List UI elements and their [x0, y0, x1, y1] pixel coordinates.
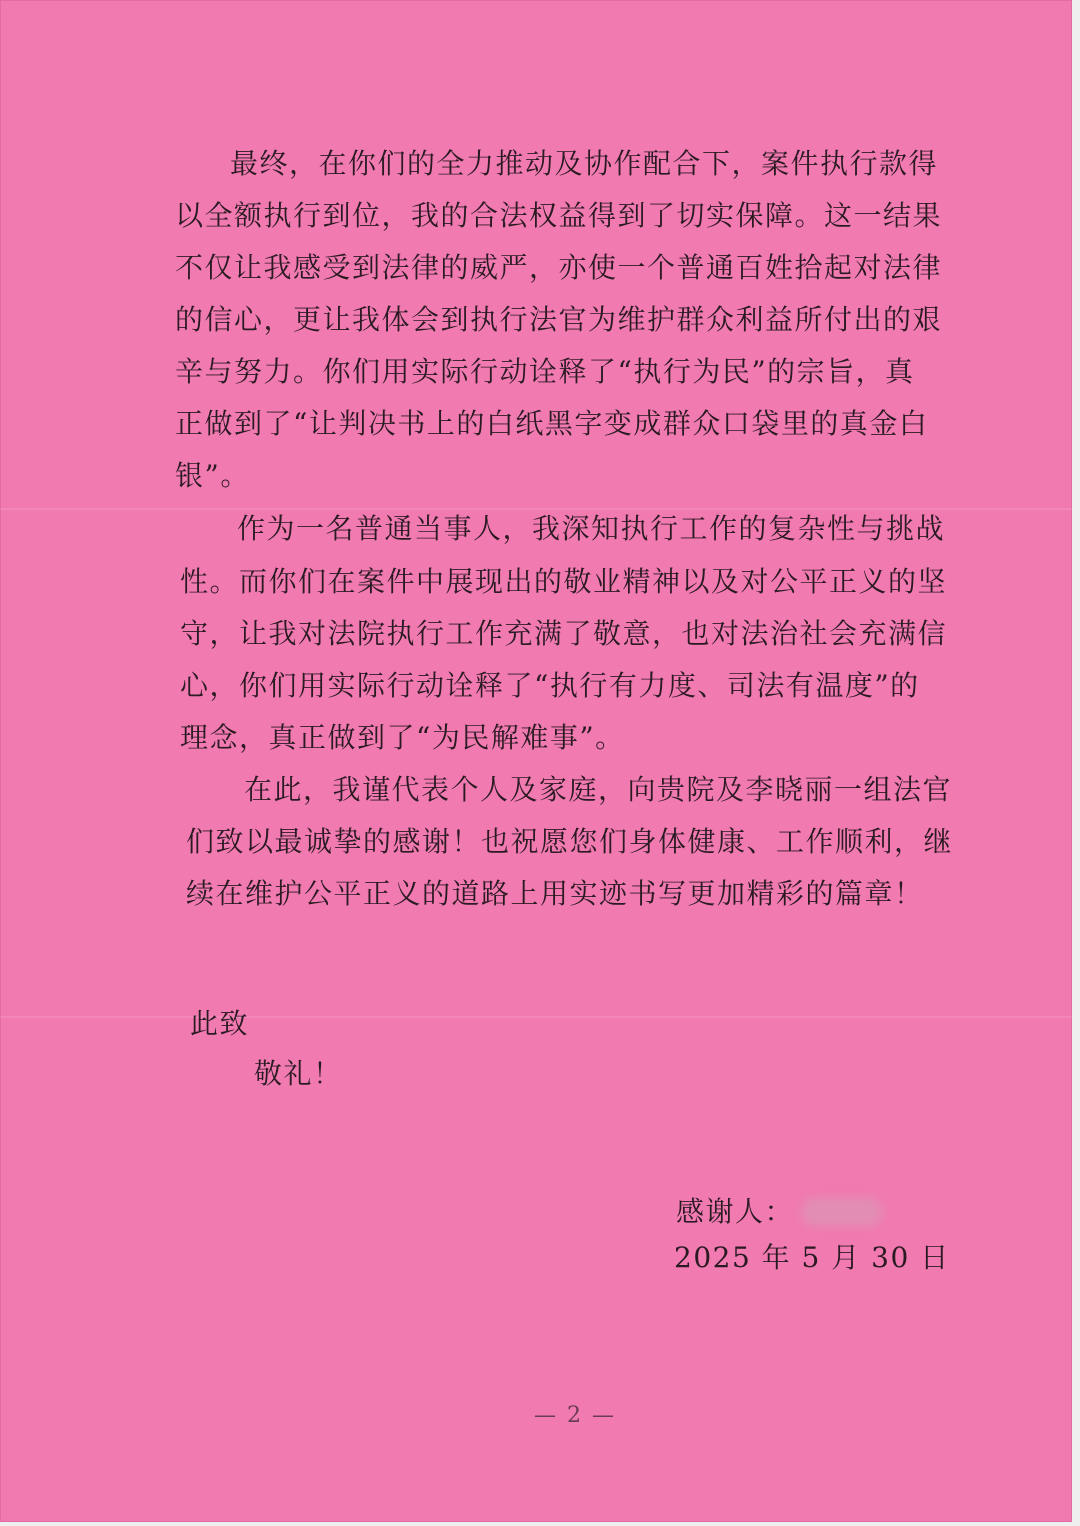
paragraph-3-line-1: 在此，我谨代表个人及家庭，向贵院及李晓丽一组法官 — [244, 773, 953, 806]
page-edge-bottom — [0, 1522, 1080, 1526]
closing-salutation: 此致 — [190, 1007, 250, 1040]
paragraph-1-line-3: 不仅让我感受到法律的威严，亦使一个普通百姓拾起对法律 — [175, 251, 943, 284]
paragraph-2-line-2: 性。而你们在案件中展现出的敬业精神以及对公平正义的坚 — [180, 565, 948, 598]
paragraph-2-line-3: 守，让我对法院执行工作充满了敬意，也对法治社会充满信 — [180, 617, 948, 650]
paragraph-1-line-5: 辛与努力。你们用实际行动诠释了“执行为民”的宗旨，真 — [175, 355, 915, 388]
page-edge-right — [1072, 0, 1080, 1526]
signature-label: 感谢人： — [676, 1195, 795, 1228]
closing-regards: 敬礼！ — [254, 1057, 343, 1090]
paragraph-1-line-2: 以全额执行到位，我的合法权益得到了切实保障。这一结果 — [175, 199, 943, 232]
paragraph-2-line-4: 心，你们用实际行动诠释了“执行有力度、司法有温度”的 — [180, 669, 920, 702]
paragraph-3-line-2: 们致以最诚挚的感谢！也祝愿您们身体健康、工作顺利，继 — [186, 825, 954, 858]
paragraph-1-line-4: 的信心，更让我体会到执行法官为维护群众利益所付出的艰 — [175, 303, 943, 336]
fold-crease — [0, 508, 1072, 510]
paragraph-1-line-7: 银”。 — [175, 459, 250, 492]
redacted-signature-name — [802, 1198, 882, 1226]
paragraph-1-line-1: 最终，在你们的全力推动及协作配合下，案件执行款得 — [230, 147, 939, 180]
paragraph-3-line-3: 续在维护公平正义的道路上用实迹书写更加精彩的篇章！ — [186, 877, 924, 910]
paragraph-2-line-5: 理念，真正做到了“为民解难事”。 — [180, 721, 625, 754]
paragraph-2-line-1: 作为一名普通当事人，我深知执行工作的复杂性与挑战 — [237, 512, 946, 545]
signature-date: 2025 年 5 月 30 日 — [674, 1241, 950, 1274]
page-number: — 2 — — [534, 1403, 616, 1428]
paragraph-1-line-6: 正做到了“让判决书上的白纸黑字变成群众口袋里的真金白 — [175, 407, 929, 440]
fold-crease — [0, 1016, 1072, 1018]
